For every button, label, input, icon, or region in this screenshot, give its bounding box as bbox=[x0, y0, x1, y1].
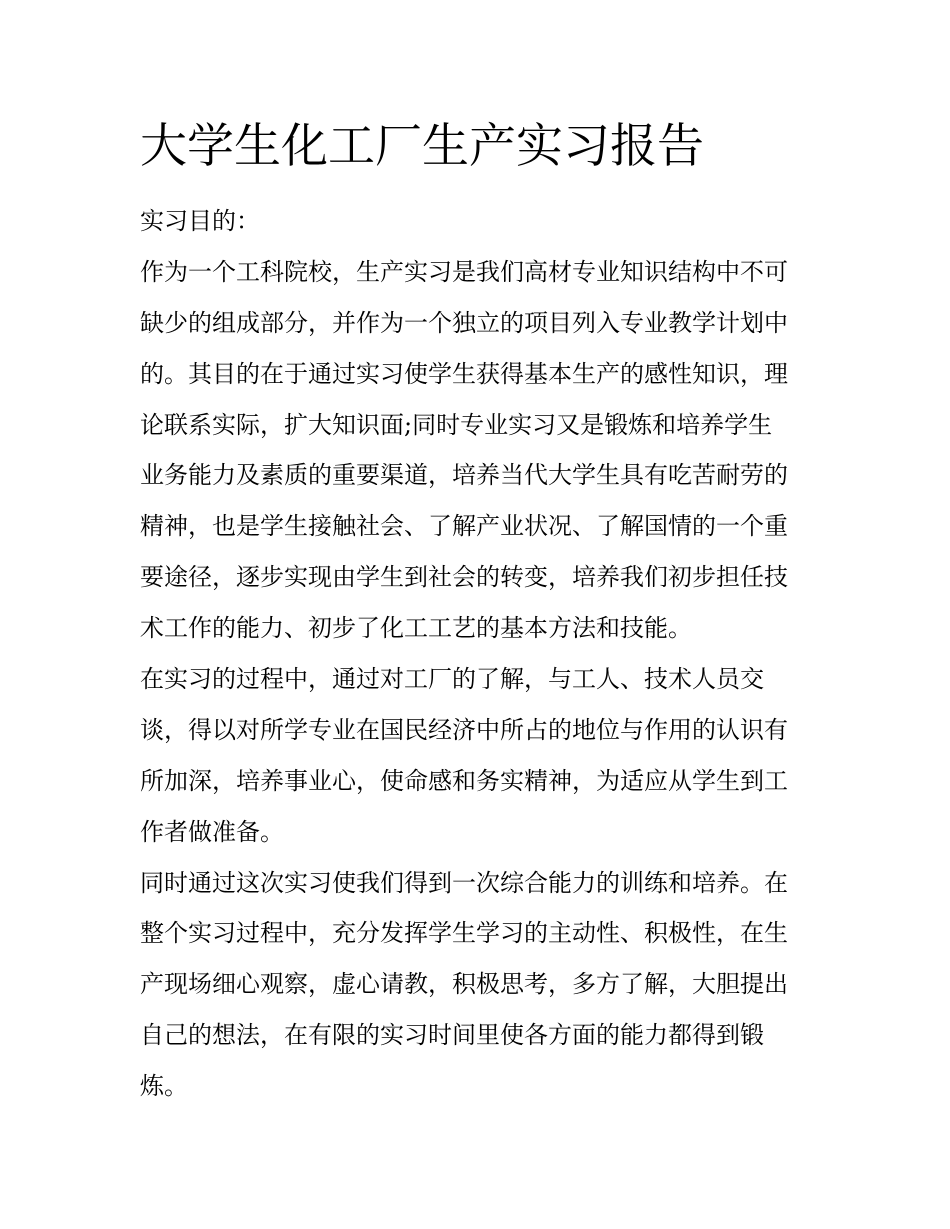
text-line: 整个实习过程中，充分发挥学生学习的主动性、积极性，在生 bbox=[140, 919, 788, 948]
text-line: 自己的想法，在有限的实习时间里使各方面的能力都得到锻 bbox=[140, 1021, 764, 1050]
text-line: 的。其目的在于通过实习使学生获得基本生产的感性知识，理 bbox=[140, 359, 788, 388]
text-line: 精神，也是学生接触社会、了解产业状况、了解国情的一个重 bbox=[140, 512, 788, 541]
text-line: 产现场细心观察，虚心请教，积极思考，多方了解，大胆提出 bbox=[140, 970, 788, 999]
document-title: 大学生化工厂生产实习报告 bbox=[140, 119, 704, 174]
text-line: 术工作的能力、初步了化工工艺的基本方法和技能。 bbox=[140, 614, 692, 643]
text-line: 在实习的过程中，通过对工厂的了解，与工人、技术人员交 bbox=[140, 665, 764, 694]
text-line: 所加深，培养事业心，使命感和务实精神，为适应从学生到工 bbox=[140, 766, 788, 795]
text-line: 炼。 bbox=[140, 1072, 188, 1101]
document-body bbox=[140, 110, 815, 1112]
text-line: 作者做准备。 bbox=[140, 817, 284, 846]
text-line: 同时通过这次实习使我们得到一次综合能力的训练和培养。在 bbox=[140, 868, 788, 897]
text-line: 要途径，逐步实现由学生到社会的转变，培养我们初步担任技 bbox=[140, 563, 788, 592]
text-line: 缺少的组成部分，并作为一个独立的项目列入专业教学计划中 bbox=[140, 308, 788, 337]
section-heading: 实习目的： bbox=[140, 207, 260, 235]
text-line: 论联系实际，扩大知识面;同时专业实习又是锻炼和培养学生 bbox=[140, 410, 773, 439]
text-line: 业务能力及素质的重要渠道，培养当代大学生具有吃苦耐劳的 bbox=[140, 461, 788, 490]
text-line: 作为一个工科院校，生产实习是我们高材专业知识结构中不可 bbox=[140, 257, 788, 286]
text-line: 谈，得以对所学专业在国民经济中所占的地位与作用的认识有 bbox=[140, 715, 788, 744]
